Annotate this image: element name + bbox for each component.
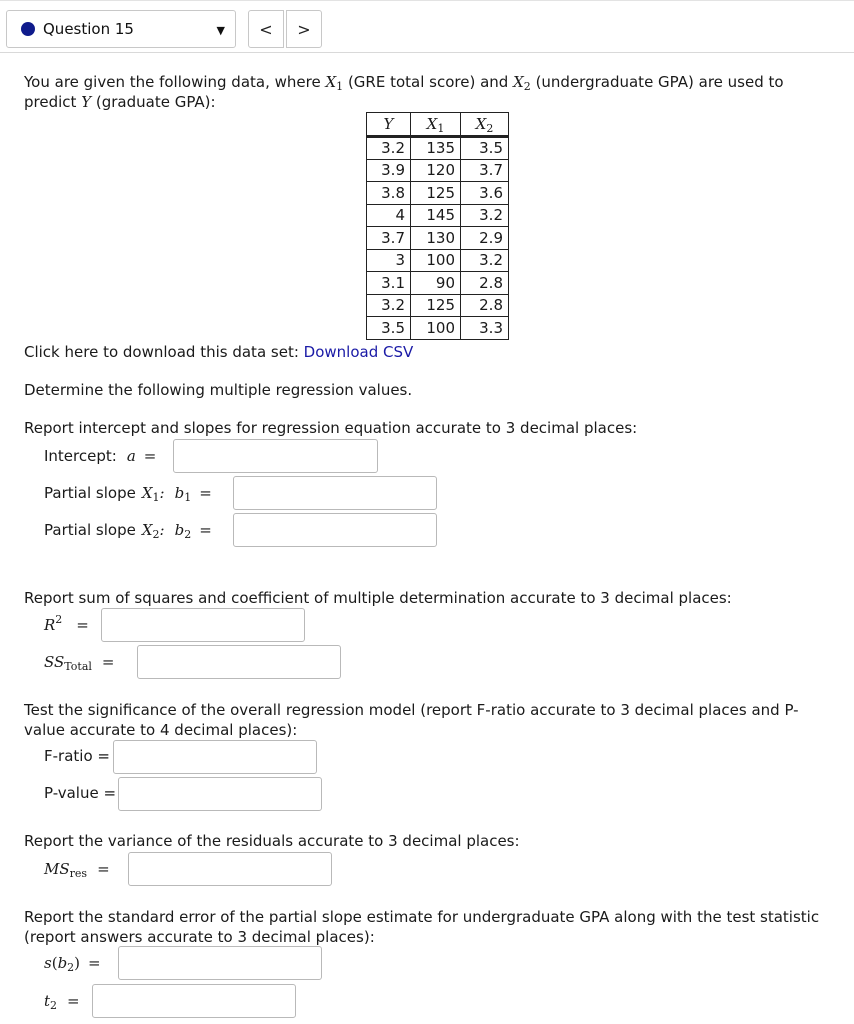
table-cell: 120: [411, 159, 461, 182]
b1-row: Partial slope $X_1$: $b_1$ =: [44, 484, 212, 504]
table-cell: 125: [411, 294, 461, 317]
x2-note: (undergraduate GPA) are used to: [535, 73, 784, 91]
table-cell: 135: [411, 137, 461, 160]
next-question-button[interactable]: [286, 10, 322, 48]
chevron-left-icon: <: [259, 19, 273, 39]
sb2-symbol: $s(b_2)$: [44, 954, 81, 974]
r2-symbol: $R^2$: [44, 613, 63, 634]
data-table: [366, 112, 509, 340]
b2-label: Partial slope: [44, 521, 136, 539]
header-x1: $X_1$: [411, 113, 461, 137]
table-cell: 3.2: [367, 137, 411, 160]
table-row: [367, 137, 509, 160]
table-cell: 3.6: [461, 182, 509, 205]
b1-input[interactable]: [233, 476, 437, 510]
t2-row: $t_2$ =: [44, 992, 80, 1012]
download-text: Click here to download this data set:: [24, 343, 299, 361]
table-cell: 100: [411, 317, 461, 340]
table-cell: 3.8: [367, 182, 411, 205]
top-border: [0, 0, 854, 1]
sstotal-symbol: $SS_{Total}$: [44, 653, 92, 673]
table-cell: 90: [411, 272, 461, 295]
t2-symbol: $t_2$: [44, 992, 58, 1012]
question-nav-bar: [0, 6, 854, 50]
b2-x-symbol: $X_2$:: [141, 521, 165, 541]
download-row: [24, 342, 824, 362]
sstotal-row: $SS_{Total}$ =: [44, 653, 115, 673]
table-cell: 3.5: [461, 137, 509, 160]
p-value-input[interactable]: [118, 777, 322, 811]
table-cell: 3.2: [367, 294, 411, 317]
table-cell: 3.2: [461, 249, 509, 272]
sstotal-input[interactable]: [137, 645, 341, 679]
previous-question-button[interactable]: [248, 10, 284, 48]
question-select[interactable]: [6, 10, 236, 48]
b1-label: Partial slope: [44, 484, 136, 502]
header-y: Y: [367, 113, 411, 137]
table-cell: 3.7: [461, 159, 509, 182]
table-cell: 130: [411, 227, 461, 250]
table-cell: 4: [367, 204, 411, 227]
table-cell: 3.5: [367, 317, 411, 340]
intro-line2a: predict: [24, 93, 77, 111]
b2-symbol: $b_2$: [174, 521, 192, 541]
table-cell: 2.9: [461, 227, 509, 250]
table-row: [367, 182, 509, 205]
t2-input[interactable]: [92, 984, 296, 1018]
section-instructions: Determine the following multiple regression values.: [24, 381, 413, 399]
x1-symbol: $X_1$: [325, 73, 344, 93]
header-x2: $X_2$: [461, 113, 509, 137]
b1-x-symbol: $X_1$:: [141, 484, 165, 504]
f-ratio-label: F-ratio =: [44, 747, 110, 765]
table-cell: 3.9: [367, 159, 411, 182]
table-cell: 100: [411, 249, 461, 272]
r2-row: $R^2$ =: [44, 613, 89, 634]
table-cell: 3: [367, 249, 411, 272]
table-cell: 3.7: [367, 227, 411, 250]
b2-input[interactable]: [233, 513, 437, 547]
section-intercept-slopes: Report intercept and slopes for regression equation accurate to 3 decimal places:: [24, 419, 638, 437]
section-residual-variance: Report the variance of the residuals accurate to 3 decimal places:: [24, 832, 520, 850]
table-header-row: [367, 113, 509, 137]
table-cell: 2.8: [461, 294, 509, 317]
table-row: [367, 159, 509, 182]
b1-symbol: $b_1$: [174, 484, 192, 504]
section-sum-of-squares: Report sum of squares and coefficient of multiple determination accurate to 3 decimal places:: [24, 589, 732, 607]
table-row: [367, 272, 509, 295]
chevron-down-icon: ▼: [216, 24, 225, 37]
msres-symbol: $MS_{res}$: [44, 860, 88, 880]
table-cell: 3.3: [461, 317, 509, 340]
intro-line1: You are given the following data, where: [24, 73, 321, 91]
table-row: [367, 204, 509, 227]
r2-input[interactable]: [101, 608, 305, 642]
chevron-right-icon: >: [297, 19, 311, 39]
msres-row: $MS_{res}$ =: [44, 860, 110, 880]
table-cell: 145: [411, 204, 461, 227]
table-row: [367, 227, 509, 250]
nav-divider: [0, 52, 854, 53]
intro-text: [24, 72, 824, 112]
intercept-row: Intercept: a =: [44, 447, 157, 465]
section-significance: Test the significance of the overall regression model (report F-ratio accurate to 3 decimal places and P- value accurate to 4 decimal places):: [24, 701, 799, 739]
table-row: [367, 317, 509, 340]
x1-note: (GRE total score) and: [347, 73, 509, 91]
table-row: [367, 249, 509, 272]
sb2-input[interactable]: [118, 946, 322, 980]
table-cell: 3.2: [461, 204, 509, 227]
x2-symbol: $X_2$: [513, 73, 531, 93]
b2-row: Partial slope $X_2$: $b_2$ =: [44, 521, 212, 541]
download-csv-link[interactable]: Download CSV: [303, 343, 414, 361]
msres-input[interactable]: [128, 852, 332, 886]
question-status-dot: [21, 22, 35, 36]
question-label: Question 15: [43, 20, 134, 38]
table-row: [367, 294, 509, 317]
p-value-label: P-value =: [44, 784, 117, 802]
intro-line2b: (graduate GPA):: [95, 93, 216, 111]
intercept-label: Intercept:: [44, 447, 117, 465]
sb2-row: $s(b_2)$ =: [44, 954, 101, 974]
f-ratio-input[interactable]: [113, 740, 317, 774]
intercept-symbol: a: [126, 447, 136, 465]
intercept-input[interactable]: [173, 439, 378, 473]
section-standard-error: Report the standard error of the partial slope estimate for undergraduate GPA along with the test statistic (report answers accurate to 3 decimal places):: [24, 908, 820, 946]
y-symbol: Y: [81, 93, 92, 111]
table-cell: 3.1: [367, 272, 411, 295]
table-cell: 2.8: [461, 272, 509, 295]
table-cell: 125: [411, 182, 461, 205]
